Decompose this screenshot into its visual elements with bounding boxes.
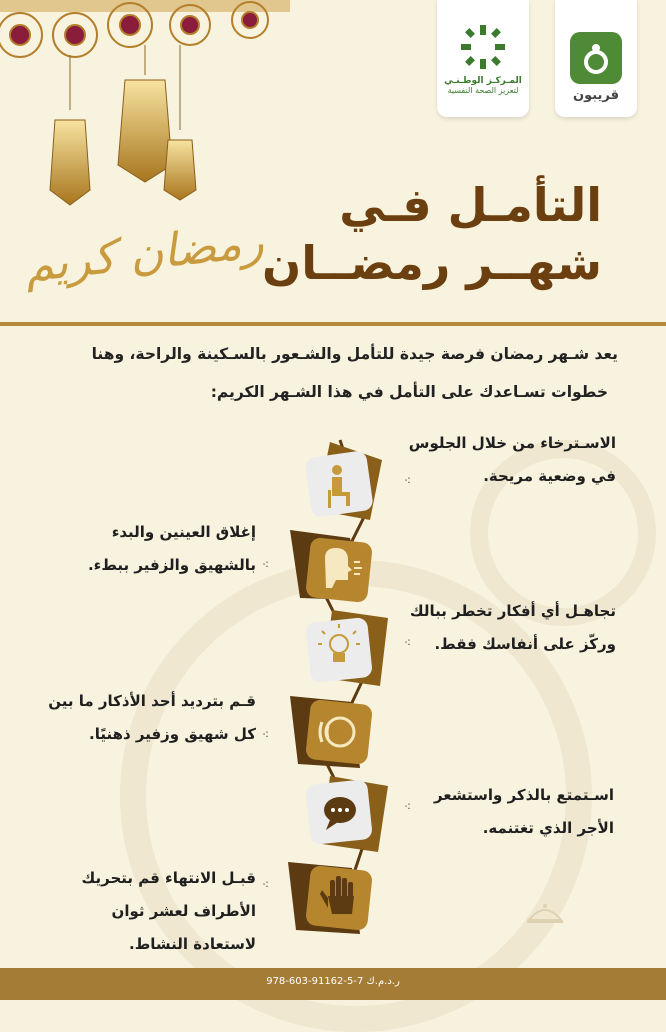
step-4-text xyxy=(48,685,256,751)
isbn-text: 978-603-91162-5-7 ر.د.م.ك xyxy=(266,976,400,987)
ncmh-label-1: المـركـز الوطـنـي xyxy=(444,76,522,86)
step-3-icon-tile xyxy=(305,610,388,686)
step-6-icon-tile xyxy=(288,862,373,934)
step-1-icon-tile xyxy=(304,442,382,520)
gharibon-emblem-icon xyxy=(570,32,622,84)
step-5-text xyxy=(434,779,614,845)
step-6-line-2: الأطراف لعشر ثوان xyxy=(111,902,256,920)
step-3-dots: ⁖ xyxy=(404,636,412,650)
serving-dish-icon xyxy=(525,898,565,928)
page-title-line-1: التأمـل فـي xyxy=(339,178,602,232)
step-1-dots: ⁖ xyxy=(404,474,412,488)
step-4-line-1: قـم بترديد أحد الأذكار ما بين xyxy=(48,692,256,710)
step-4-dots: ⁖ xyxy=(262,728,270,742)
step-2-icon-tile xyxy=(290,530,373,603)
ncmh-logo xyxy=(437,0,529,117)
intro-line-2: خطوات تسـاعدك على التأمل في هذا الشـهر الكريم: xyxy=(210,383,608,401)
header-divider xyxy=(0,322,666,326)
gharibon-label: قريبون xyxy=(572,88,620,103)
step-4-icon-tile xyxy=(290,696,373,768)
step-2-dots: ⁖ xyxy=(262,558,270,572)
step-5-dots: ⁖ xyxy=(404,800,412,814)
step-5-icon-tile xyxy=(305,776,388,852)
intro-line-1: يعد شـهر رمضان فرصة جيدة للتأمل والشـعور بالسـكينة والراحة، وهنا xyxy=(91,345,618,363)
step-3-text xyxy=(410,595,616,661)
step-4-line-2: كل شهيق وزفير ذهنيًا. xyxy=(89,725,256,743)
gharibon-logo xyxy=(555,0,637,117)
step-3-line-1: تجاهـل أي أفكار تخطر ببالك xyxy=(409,602,616,620)
step-6-line-3: لاستعادة النشاط. xyxy=(129,935,256,953)
step-5-line-2: الأجر الذي تغتنمه. xyxy=(482,819,614,837)
step-1-line-2: في وضعية مريحة. xyxy=(483,467,616,485)
step-2-line-1: إغلاق العينين والبدء xyxy=(111,523,256,541)
step-2-line-2: بالشهيق والزفير ببطء. xyxy=(87,556,256,574)
ncmh-emblem-icon xyxy=(458,22,508,72)
page-title-line-2: شهــر رمضــان xyxy=(262,236,602,290)
step-5-line-1: اسـتمتع بالذكر واستشعر xyxy=(433,786,614,804)
step-6-text xyxy=(82,862,256,961)
step-1-line-1: الاسـترخاء من خلال الجلوس xyxy=(408,434,616,452)
ramadan-kareem-calligraphy: رمضان كريم xyxy=(21,213,267,293)
step-1-text xyxy=(409,427,616,493)
step-2-text xyxy=(88,516,256,582)
lanterns-ornament xyxy=(0,0,300,215)
step-6-line-1: قبـل الانتهاء قم بتحريك xyxy=(81,869,256,887)
steps-icon-chain xyxy=(270,430,420,950)
step-6-dots: ⁖ xyxy=(262,878,270,892)
step-3-line-2: وركّز على أنفاسك فقط. xyxy=(434,635,616,653)
ncmh-label-2: لتعزيز الصحة النفسية xyxy=(447,86,519,95)
